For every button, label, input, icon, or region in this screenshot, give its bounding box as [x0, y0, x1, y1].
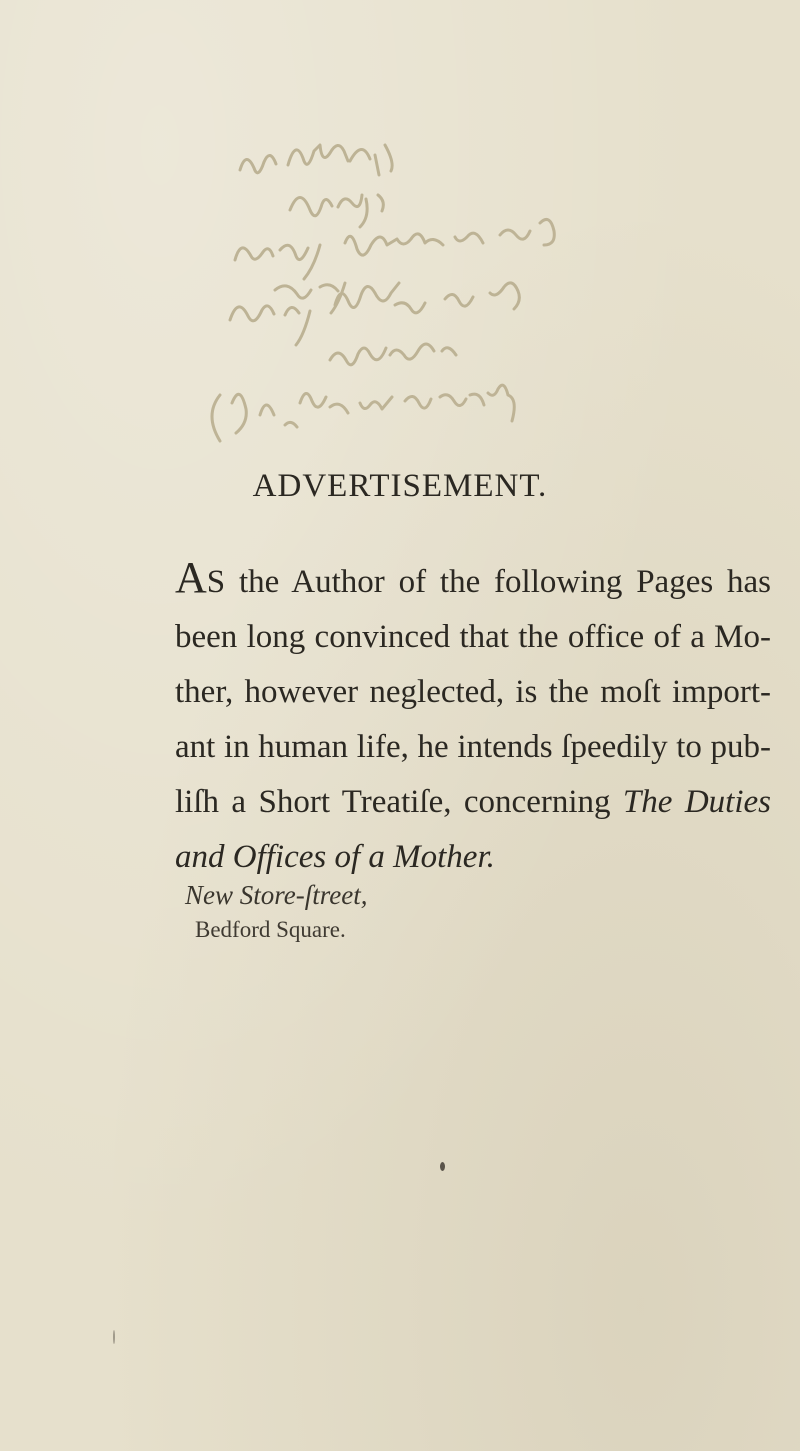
treatise-title-part: The Duties — [622, 784, 771, 820]
paragraph-line — [175, 555, 771, 610]
ink-speck — [440, 1162, 445, 1171]
publisher-address — [185, 880, 367, 943]
page-heading: ADVERTISEMENT. — [252, 468, 548, 504]
handwritten-inscription — [170, 115, 670, 480]
address-street: New Store-ſtreet, — [185, 880, 368, 910]
paragraph-line: ther, however neglected, is the moſt import- — [175, 674, 771, 710]
paragraph-line — [175, 775, 771, 830]
paragraph-line-text: liſh a Short Treatiſe, concerning — [175, 784, 611, 820]
drop-cap: A — [175, 553, 207, 602]
paragraph-line: been long convinced that the office of a Mo- — [175, 619, 771, 655]
paragraph-line-text: S the Author of the following Pages has — [206, 564, 771, 600]
paragraph-line: ant in human life, he intends ſpeedily to pub- — [175, 729, 771, 765]
ink-speck — [113, 1330, 115, 1344]
advertisement-paragraph — [175, 555, 785, 885]
treatise-title-part: and Offices of a Mother. — [175, 839, 495, 875]
address-square: Bedford Square. — [195, 917, 346, 942]
